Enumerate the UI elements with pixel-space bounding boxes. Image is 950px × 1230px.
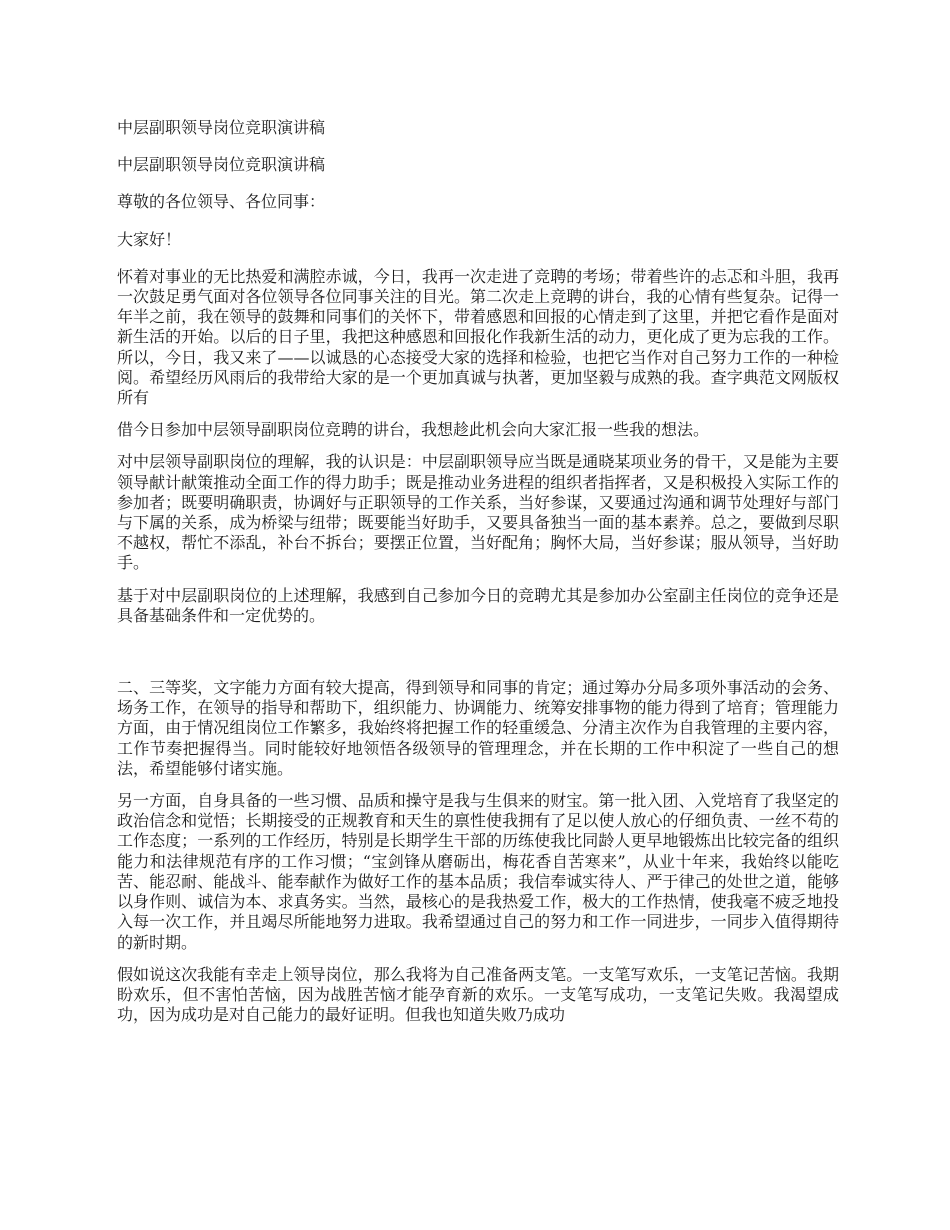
body-paragraph-3: 对中层领导副职岗位的理解，我的认识是：中层副职领导应当既是通晓某项业务的骨干，又是能为主要领导献计献策推动全面工作的得力助手；既是推动业务进程的组织者指挥者，又是积极投入实际工作的参加者；既要明确职责，协调好与正职领导的工作关系，当好参谋，又要通过沟通和调节处理好与部门与下属的关系，成为桥梁与纽带；既要能当好助手，又要具备独当一面的基本素养。总之，要做到尽职不越权，帮忙不添乱，补台不拆台；要摆正位置，当好配角；胸怀大局，当好参谋；服从领导，当好助手。 [117,452,839,573]
body-paragraph-1: 怀着对事业的无比热爱和满腔赤诚，今日，我再一次走进了竞聘的考场；带着些许的忐忑和斗胆，我再一次鼓足勇气面对各位领导各位同事关注的目光。第二次走上竞聘的讲台，我的心情有些复杂。记得一年半之前，我在领导的鼓舞和同事们的关怀下，带着感恩和回报的心情走到了这里，并把它看作是面对新生活的开始。以后的日子里，我把这种感恩和回报化作我新生活的动力，更化成了更为忘我的工作。所以，今日，我又来了——以诚恳的心态接受大家的选择和检验，也把它当作对自己努力工作的一种检阅。希望经历风雨后的我带给大家的是一个更加真诚与执著，更加坚毅与成熟的我。查字典范文网版权所有 [117,266,839,408]
document-title: 中层副职领导岗位竞职演讲稿 [117,118,326,137]
section-gap [117,638,839,678]
body-paragraph-7: 假如说这次我能有幸走上领导岗位，那么我将为自己准备两支笔。一支笔写欢乐，一支笔记苦恼。我期盼欢乐，但不害怕苦恼，因为战胜苦恼才能孕育新的欢乐。一支笔写成功，一支笔记失败。我渴望成功，因为成功是对自己能力的最好证明。但我也知道失败乃成功 [117,964,839,1025]
document-title-repeat: 中层副职领导岗位竞职演讲稿 [117,155,326,175]
document-page [117,118,839,1037]
greeting: 大家好！ [117,229,182,249]
body-paragraph-2: 借今日参加中层领导副职岗位竞聘的讲台，我想趁此机会向大家汇报一些我的想法。 [117,420,710,440]
body-paragraph-4: 基于对中层副职岗位的上述理解，我感到自己参加今日的竞聘尤其是参加办公室副主任岗位的竞争还是具备基础条件和一定优势的。 [117,585,839,625]
body-paragraph-5: 二、三等奖，文字能力方面有较大提高，得到领导和同事的肯定；通过筹办分局多项外事活动的会务、场务工作，在领导的指导和帮助下，组织能力、协调能力、统筹安排事物的能力得到了培育；管理能力方面，由于情况组岗位工作繁多，我始终将把握工作的轻重缓急、分清主次作为自我管理的主要内容，工作节奏把握得当。同时能较好地领悟各级领导的管理理念，并在长期的工作中积淀了一些自己的想法，希望能够付诸实施。 [117,678,839,778]
salutation: 尊敬的各位领导、各位同事： [117,192,326,212]
body-paragraph-6: 另一方面，自身具备的一些习惯、品质和操守是我与生俱来的财宝。第一批入团、入党培育了我坚定的政治信念和觉悟；长期接受的正规教育和天生的禀性使我拥有了足以使人放心的仔细负责、一丝不苟的工作态度；一系列的工作经历，特别是长期学生干部的历练使我比同龄人更早地锻炼出比较完备的组织能力和法律规范有序的工作习惯；“宝剑锋从磨砺出，梅花香自苦寒来”，从业十年来，我始终以能吃苦、能忍耐、能战斗、能奉献作为做好工作的基本品质；我信奉诚实待人、严于律己的处世之道，能够以身作则、诚信为本、求真务实。当然，最核心的是我热爱工作，极大的工作热情，使我毫不疲乏地投入每一次工作，并且竭尽所能地努力进取。我希望通过自己的努力和工作一同进步，一同步入值得期待的新时期。 [117,791,839,952]
